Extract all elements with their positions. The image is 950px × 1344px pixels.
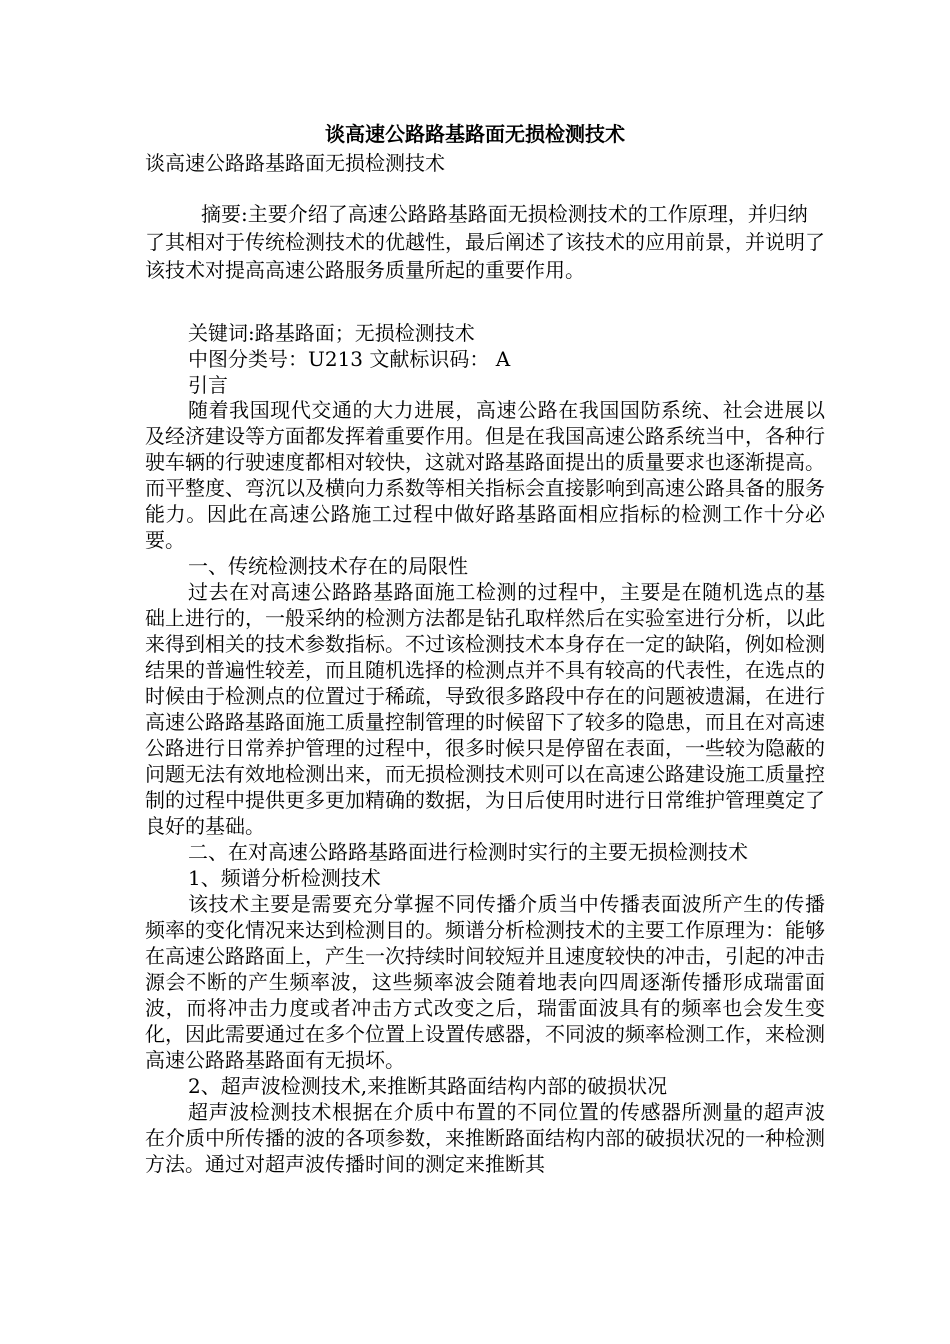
intro-paragraph: 随着我国现代交通的大力进展，高速公路在我国国防系统、社会进展以及经济建设等方面都发挥着重要作用。但是在我国高速公路系统当中，各种行驶车辆的行驶速度都相对较快，这就对路基路面提出的质量要求也逐渐提高。而平整度、弯沉以及横向力系数等相关指标会直接影响到高速公路具备的服务能力。因此在高速公路施工过程中做好路基路面相应指标的检测工作十分必要。 [145, 398, 825, 552]
section-1-heading: 一、传统检测技术存在的局限性 [188, 554, 468, 578]
subsection-1-paragraph: 该技术主要是需要充分掌握不同传播介质当中传播表面波所产生的传播频率的变化情况来达到检测目的。频谱分析检测技术的主要工作原理为：能够在高速公路路面上，产生一次持续时间较短并且速度较快的冲击，引起的冲击源会不断的产生频率波，这些频率波会随着地表向四周逐渐传播形成瑞雷面波，而将冲击力度或者冲击方式改变之后，瑞雷面波具有的频率也会发生变化，因此需要通过在多个位置上设置传感器，不同波的频率检测工作，来检测高速公路路基路面有无损坏。 [145, 892, 825, 1072]
body-text [145, 397, 825, 1177]
subsection-1-heading: 1、频谱分析检测技术 [188, 866, 381, 890]
abstract-text: 摘要:主要介绍了高速公路路基路面无损检测技术的工作原理，并归纳了其相对于传统检测技术的优越性，最后阐述了该技术的应用前景，并说明了该技术对提高高速公路服务质量所起的重要作用。 [145, 202, 825, 282]
section-2-heading: 二、在对高速公路路基路面进行检测时实行的主要无损检测技术 [188, 840, 748, 864]
meta-block [145, 320, 825, 398]
abstract-block [145, 200, 825, 284]
section-1-paragraph: 过去在对高速公路路基路面施工检测的过程中，主要是在随机选点的基础上进行的，一般采纳的检测方法都是钻孔取样然后在实验室进行分析，以此来得到相关的技术参数指标。不过该检测技术本身存在一定的缺陷，例如检测结果的普遍性较差，而且随机选择的检测点并不具有较高的代表性，在选点的时候由于检测点的位置过于稀疏，导致很多路段中存在的问题被遗漏，在进行高速公路路基路面施工质量控制管理的时候留下了较多的隐患，而且在对高速公路进行日常养护管理的过程中，很多时候只是停留在表面，一些较为隐蔽的问题无法有效地检测出来，而无损检测技术则可以在高速公路建设施工质量控制的过程中提供更多更加精确的数据，为日后使用时进行日常维护管理奠定了良好的基础。 [145, 580, 825, 838]
document-subtitle: 谈高速公路路基路面无损检测技术 [145, 151, 445, 175]
document-title: 谈高速公路路基路面无损检测技术 [325, 122, 625, 146]
intro-heading: 引言 [188, 373, 228, 397]
classification-line: 中图分类号：U213 文献标识码： A [188, 347, 511, 371]
subsection-2-heading: 2、超声波检测技术,来推断其路面结构内部的破损状况 [188, 1074, 668, 1098]
subsection-2-paragraph: 超声波检测技术根据在介质中布置的不同位置的传感器所测量的超声波在介质中所传播的波的各项参数，来推断路面结构内部的破损状况的一种检测方法。通过对超声波传播时间的测定来推断其 [145, 1100, 825, 1176]
keywords-line: 关键词:路基路面；无损检测技术 [188, 321, 475, 345]
